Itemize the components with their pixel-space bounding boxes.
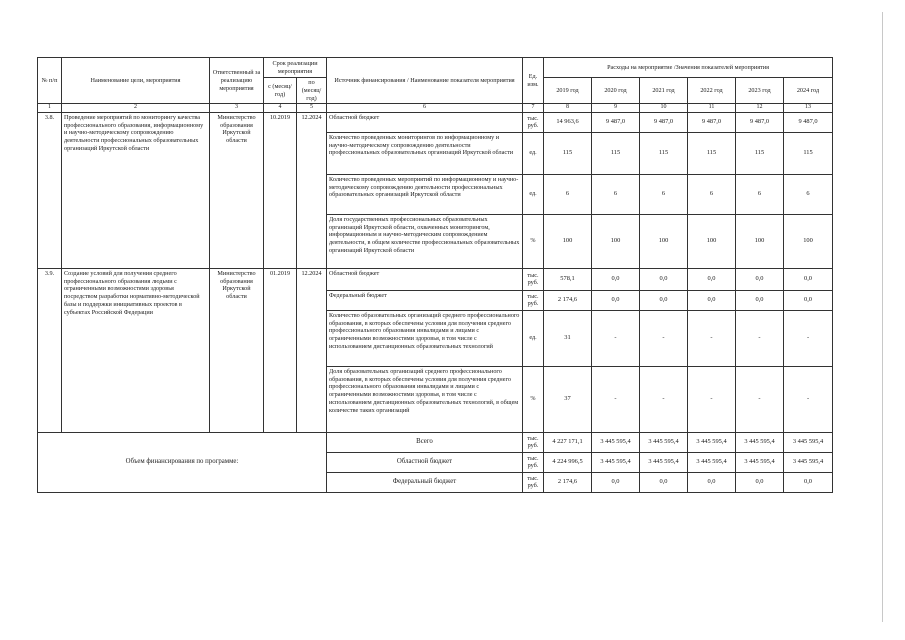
value-cell: 0,0: [640, 472, 688, 492]
value-cell: 0,0: [640, 268, 688, 290]
index-cell: 12: [736, 104, 784, 113]
table-row: [38, 268, 833, 290]
value-cell: 0,0: [688, 290, 736, 310]
term-from: 01.2019: [264, 268, 297, 432]
unit-cell: тыс. руб.: [523, 112, 544, 132]
value-cell: 100: [784, 214, 833, 268]
value-cell: 115: [736, 132, 784, 174]
value-cell: 3 445 595,4: [688, 432, 736, 452]
index-cell: 9: [592, 104, 640, 113]
total-source-label: Федеральный бюджет: [327, 472, 523, 492]
value-cell: 3 445 595,4: [688, 452, 736, 472]
header-year: 2020 год: [592, 78, 640, 104]
index-cell: 1: [38, 104, 62, 113]
header-source: Источник финансирования / Наименование показателя мероприятия: [327, 58, 523, 104]
value-cell: 6: [784, 174, 833, 214]
value-cell: -: [736, 310, 784, 366]
value-cell: 3 445 595,4: [784, 432, 833, 452]
header-year: 2019 год: [544, 78, 592, 104]
value-cell: 0,0: [688, 268, 736, 290]
value-cell: 115: [592, 132, 640, 174]
value-cell: 6: [544, 174, 592, 214]
value-cell: 9 487,0: [688, 112, 736, 132]
value-cell: 0,0: [784, 472, 833, 492]
header-term-to: по (месяц/ год): [297, 78, 327, 104]
value-cell: 115: [640, 132, 688, 174]
total-source-label: Областной бюджет: [327, 452, 523, 472]
value-cell: 100: [592, 214, 640, 268]
indicator-label: Количество проведенных мероприятий по информационному и научно-методическому сопровождению деятельности профессиональных образовательных организаций Иркутской области: [327, 174, 523, 214]
value-cell: 3 445 595,4: [640, 452, 688, 472]
unit-cell: ед.: [523, 174, 544, 214]
index-cell: 11: [688, 104, 736, 113]
unit-cell: ед.: [523, 132, 544, 174]
value-cell: 9 487,0: [784, 112, 833, 132]
header-unit: Ед. изм.: [523, 58, 544, 104]
program-table: [37, 57, 833, 493]
total-source-label: Всего: [327, 432, 523, 452]
unit-cell: %: [523, 366, 544, 432]
responsible: Министерство образования Иркутской области: [210, 112, 264, 268]
value-cell: 0,0: [736, 268, 784, 290]
header-row-1: [38, 58, 833, 78]
index-cell: 8: [544, 104, 592, 113]
unit-cell: %: [523, 214, 544, 268]
index-cell: 13: [784, 104, 833, 113]
value-cell: 6: [736, 174, 784, 214]
value-cell: 37: [544, 366, 592, 432]
indicator-label: Количество проведенных мониторингов по информационному и научно-методическому сопровождению деятельности профессиональных образовательных организаций Иркутской области: [327, 132, 523, 174]
value-cell: -: [688, 366, 736, 432]
value-cell: 3 445 595,4: [640, 432, 688, 452]
value-cell: 100: [640, 214, 688, 268]
value-cell: -: [784, 310, 833, 366]
value-cell: 2 174,6: [544, 290, 592, 310]
index-cell: 3: [210, 104, 264, 113]
value-cell: 6: [592, 174, 640, 214]
value-cell: 115: [784, 132, 833, 174]
unit-cell: тыс. руб.: [523, 432, 544, 452]
value-cell: -: [640, 366, 688, 432]
value-cell: 578,1: [544, 268, 592, 290]
value-cell: 3 445 595,4: [592, 432, 640, 452]
value-cell: 100: [544, 214, 592, 268]
source-label: Федеральный бюджет: [327, 290, 523, 310]
value-cell: 9 487,0: [736, 112, 784, 132]
index-cell: 5: [297, 104, 327, 113]
index-cell: 2: [62, 104, 210, 113]
header-year: 2021 год: [640, 78, 688, 104]
unit-cell: тыс. руб.: [523, 452, 544, 472]
header-num: № п/п: [38, 58, 62, 104]
index-cell: 6: [327, 104, 523, 113]
indicator-label: Доля государственных профессиональных образовательных организаций Иркутской области, охваченных мониторингом, информационным и научно-методическим сопровождением деятельности, в общем количестве профессиональных образовательных организаций Иркутской области: [327, 214, 523, 268]
value-cell: 100: [688, 214, 736, 268]
header-year: 2023 год: [736, 78, 784, 104]
value-cell: 0,0: [736, 472, 784, 492]
unit-cell: ед.: [523, 310, 544, 366]
value-cell: 115: [688, 132, 736, 174]
row-number: 3.8.: [38, 112, 62, 268]
value-cell: 100: [736, 214, 784, 268]
index-cell: 7: [523, 104, 544, 113]
term-to: 12.2024: [297, 268, 327, 432]
unit-cell: тыс. руб.: [523, 268, 544, 290]
total-label: Объем финансирования по программе:: [38, 432, 327, 492]
value-cell: 31: [544, 310, 592, 366]
value-cell: 14 963,6: [544, 112, 592, 132]
measure-name: Создание условий для получения среднего профессионального образования людьми с ограниченными возможностями здоровья посредством разработки нормативно-методической базы и поддержки инициативных проектов в субъектах Российской Федерации: [62, 268, 210, 432]
value-cell: 0,0: [592, 290, 640, 310]
value-cell: 3 445 595,4: [592, 452, 640, 472]
page-edge-line: [882, 12, 883, 622]
value-cell: 0,0: [592, 268, 640, 290]
header-index-row: [38, 104, 833, 113]
value-cell: -: [640, 310, 688, 366]
value-cell: 3 445 595,4: [736, 452, 784, 472]
value-cell: -: [688, 310, 736, 366]
value-cell: 9 487,0: [640, 112, 688, 132]
measure-name: Проведение мероприятий по мониторингу качества профессионального образования, информационному и научно-методическому сопровождению деятельности профессиональных образовательных организаций Иркутской области: [62, 112, 210, 268]
source-label: Областной бюджет: [327, 268, 523, 290]
value-cell: -: [592, 366, 640, 432]
table-row: [38, 112, 833, 132]
header-responsible: Ответственный за реализацию мероприятия: [210, 58, 264, 104]
value-cell: -: [736, 366, 784, 432]
header-expenses: Расходы на мероприятие /Значения показателей мероприятия: [544, 58, 833, 78]
value-cell: 6: [688, 174, 736, 214]
value-cell: 6: [640, 174, 688, 214]
header-term: Срок реализации мероприятия: [264, 58, 327, 78]
value-cell: 0,0: [784, 290, 833, 310]
index-cell: 4: [264, 104, 297, 113]
header-year: 2024 год: [784, 78, 833, 104]
term-from: 10.2019: [264, 112, 297, 268]
total-row: [38, 432, 833, 452]
term-to: 12.2024: [297, 112, 327, 268]
header-name: Наименование цели, мероприятия: [62, 58, 210, 104]
value-cell: 0,0: [784, 268, 833, 290]
value-cell: 9 487,0: [592, 112, 640, 132]
indicator-label: Доля образовательных организаций среднего профессионального образования, в которых обеспечены условия для получения среднего профессионального образования инвалидами и лицами с ограниченными возможностями здоровья, в том числе с использованием дистанционных образовательных технологий, в общем количестве таких организаций: [327, 366, 523, 432]
indicator-label: Количество образовательных организаций среднего профессионального образования, в которых обеспечены условия для получения среднего профессионального образования инвалидами и лицами с ограниченными возможностями здоровья, в том числе с использованием дистанционных образовательных технологий: [327, 310, 523, 366]
value-cell: 2 174,6: [544, 472, 592, 492]
value-cell: 0,0: [592, 472, 640, 492]
header-year: 2022 год: [688, 78, 736, 104]
header-term-from: с (месяц/ год): [264, 78, 297, 104]
unit-cell: тыс. руб.: [523, 290, 544, 310]
value-cell: 0,0: [688, 472, 736, 492]
value-cell: 0,0: [640, 290, 688, 310]
source-label: Областной бюджет: [327, 112, 523, 132]
value-cell: 4 227 171,1: [544, 432, 592, 452]
value-cell: -: [784, 366, 833, 432]
value-cell: 115: [544, 132, 592, 174]
value-cell: -: [592, 310, 640, 366]
value-cell: 3 445 595,4: [736, 432, 784, 452]
unit-cell: тыс. руб.: [523, 472, 544, 492]
responsible: Министерство образования Иркутской области: [210, 268, 264, 432]
value-cell: 0,0: [736, 290, 784, 310]
value-cell: 4 224 996,5: [544, 452, 592, 472]
row-number: 3.9.: [38, 268, 62, 432]
index-cell: 10: [640, 104, 688, 113]
value-cell: 3 445 595,4: [784, 452, 833, 472]
